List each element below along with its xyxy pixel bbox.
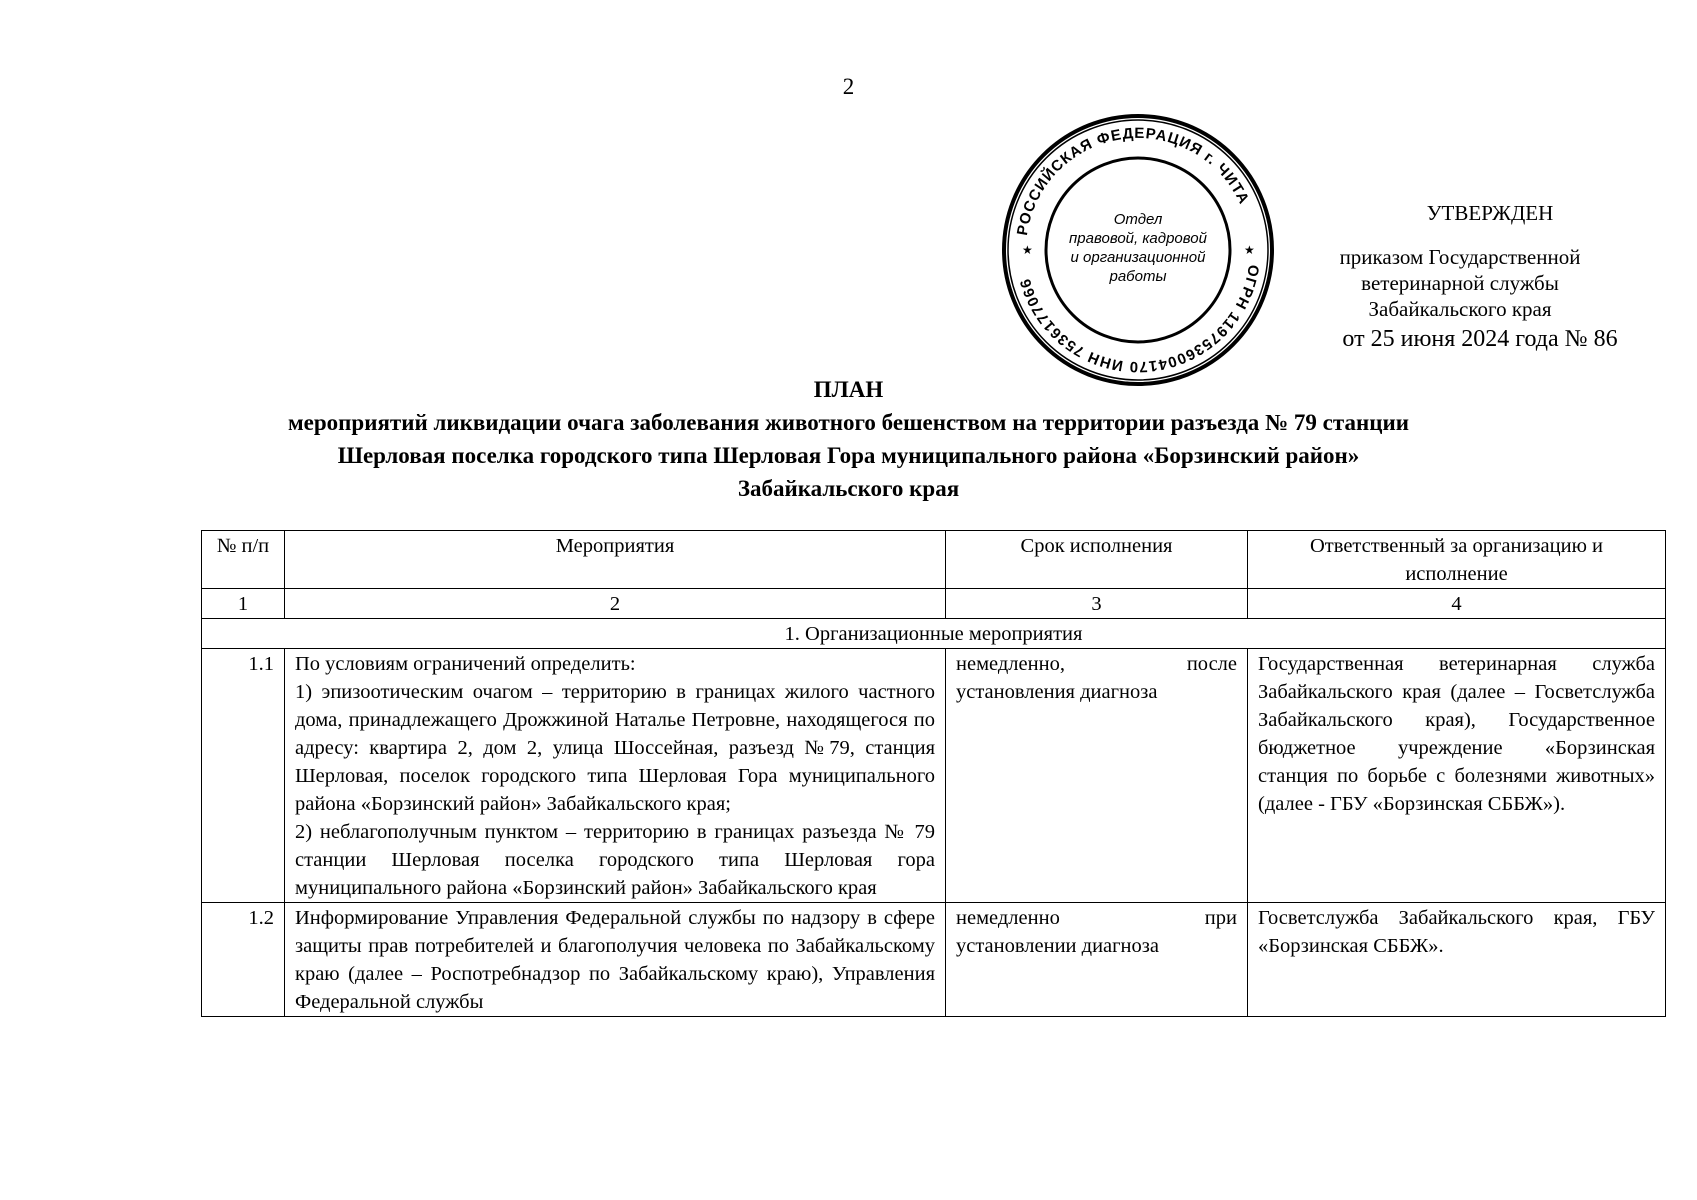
seal-ring-top: РОССИЙСКАЯ ФЕДЕРАЦИЯ г. ЧИТА	[1013, 124, 1253, 237]
official-seal	[1000, 112, 1276, 388]
section-title: 1. Организационные мероприятия	[202, 619, 1666, 649]
approval-block	[1280, 200, 1640, 352]
row-number: 1.1	[202, 649, 285, 903]
row-term-line-2: установления диагноза	[956, 681, 1158, 703]
approval-title: УТВЕРЖДЕН	[1426, 201, 1554, 225]
seal-ring-bottom: ОГРН 1197536004170 ИНН 7536177066	[1016, 263, 1263, 376]
row-term	[946, 903, 1248, 1017]
seal-center-line-4: работы	[1109, 268, 1167, 285]
row-responsible: Госветслужба Забайкальского края, ГБУ «Борзинская СББЖ».	[1248, 903, 1666, 1017]
seal-center-line-2: правовой, кадровой	[1069, 230, 1207, 247]
header-term: Срок исполнения	[946, 531, 1248, 589]
approval-line-3: Забайкальского края	[1368, 297, 1552, 321]
row-term	[946, 649, 1248, 903]
approval-line-2: ветеринарной службы	[1361, 271, 1559, 295]
title-line-3: Забайкальского края	[737, 476, 960, 501]
header-number: № п/п	[202, 531, 285, 589]
page-number: 2	[842, 74, 855, 99]
table-row	[202, 649, 1666, 903]
seal-star-left-icon: ★	[1022, 243, 1033, 257]
column-number-2: 2	[285, 589, 946, 619]
row-number: 1.2	[202, 903, 285, 1017]
column-number-3: 3	[946, 589, 1248, 619]
title-heading: ПЛАН	[813, 377, 884, 402]
table-header-row	[202, 531, 1666, 589]
row-activity: По условиям ограничений определить: 1) эпизоотическим очагом – территорию в границах жилого частного дома, принадлежащего Дрожжиной Наталье Петровне, находящегося по адресу: квартира 2, дом 2, улица Шоссейная, разъезд №79, станция Шерловая, поселок городского типа Шерловая Гора муниципального района «Борзинский район» Забайкальского края; 2) неблагополучным пунктом – территорию в границах разъезда № 79 станции Шерловая поселка городского типа Шерловая гора муниципального района «Борзинский район» Забайкальского края	[285, 649, 946, 903]
title-line-1: мероприятий ликвидации очага заболевания животного бешенством на территории разъезда № 79 станции	[288, 410, 1409, 435]
seal-center-line-1: Отдел	[1113, 211, 1163, 228]
seal-star-right-icon: ★	[1244, 243, 1255, 257]
header-responsible: Ответственный за организацию и исполнение	[1248, 531, 1666, 589]
approval-date: от 25 июня 2024 года № 86	[1342, 326, 1618, 352]
row-responsible: Государственная ветеринарная служба Забайкальского края (далее – Госветслужба Забайкальского края), Государственное бюджетное учреждение «Борзинская станция по борьбе с болезнями животных» (далее - ГБУ «Борзинская СББЖ»).	[1248, 649, 1666, 903]
title-line-2: Шерловая поселка городского типа Шерловая Гора муниципального района «Борзинский район»	[337, 443, 1360, 468]
header-activity: Мероприятия	[285, 531, 946, 589]
column-number-1: 1	[202, 589, 285, 619]
document-title	[0, 373, 1697, 505]
approval-line-1: приказом Государственной	[1339, 245, 1581, 269]
column-number-4: 4	[1248, 589, 1666, 619]
column-numbers-row	[202, 589, 1666, 619]
plan-table	[201, 530, 1666, 1017]
row-term-line-1: немедленно, после	[956, 653, 1237, 675]
seal-center-line-3: и организационной	[1070, 249, 1206, 266]
row-activity: Информирование Управления Федеральной службы по надзору в сфере защиты прав потребителей и благополучия человека по Забайкальскому краю (далее – Роспотребнадзор по Забайкальскому краю), Управления Федеральной службы	[285, 903, 946, 1017]
row-term-line-2: установлении диагноза	[956, 935, 1159, 957]
section-row	[202, 619, 1666, 649]
table-row	[202, 903, 1666, 1017]
row-term-line-1: немедленно при	[956, 907, 1237, 929]
